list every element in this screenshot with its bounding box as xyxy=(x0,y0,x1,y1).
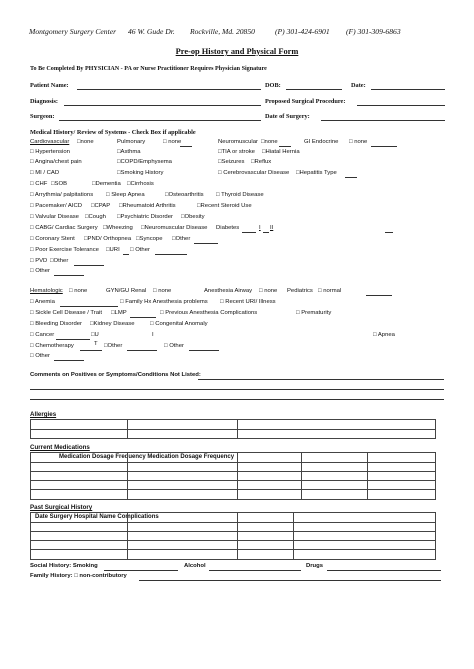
t-marker: T xyxy=(94,341,98,347)
cough-checkbox[interactable]: □Cough xyxy=(85,214,106,220)
current-meds-label: Current Medications xyxy=(30,444,90,451)
cpap-checkbox[interactable]: □CPAP xyxy=(91,203,111,209)
cancer-field[interactable] xyxy=(56,339,90,340)
pnd-checkbox[interactable]: □PND/ Orthopnea xyxy=(84,236,132,242)
exercise-tolerance-checkbox[interactable]: □ Poor Exercise Tolerance xyxy=(30,247,99,253)
lmp-field[interactable] xyxy=(130,317,156,318)
heme-none-checkbox[interactable]: □ none xyxy=(69,288,88,294)
procedure-field[interactable] xyxy=(357,105,445,106)
past-surgical-table[interactable] xyxy=(30,512,436,560)
family-anesthesia-checkbox[interactable]: □ Family Hx Anesthesia problems xyxy=(120,299,208,305)
diagnosis-field[interactable] xyxy=(64,105,261,106)
comments-label: Comments on Positives or Symptoms/Conditions Not Listed: xyxy=(30,372,201,378)
surgery-date-field[interactable] xyxy=(321,120,445,121)
prev-anesthesia-checkbox[interactable]: □ Previous Anesthesia Complications xyxy=(160,310,258,316)
patient-name-label: Patient Name: xyxy=(30,82,69,89)
surgeon-label: Surgeon: xyxy=(30,113,55,120)
gi-endocrine-label: GI Endocrine xyxy=(304,139,339,145)
tia-checkbox[interactable]: □TIA or stroke xyxy=(218,149,255,155)
u-checkbox[interactable]: □U xyxy=(91,332,99,338)
diabetes-label: Diabetes xyxy=(216,225,240,231)
date-label: Date: xyxy=(351,82,366,89)
alcohol-field[interactable] xyxy=(209,570,301,571)
diagnosis-label: Diagnosis: xyxy=(30,98,58,105)
kidney-disease-checkbox[interactable]: □Kidney Disease xyxy=(90,321,135,327)
gyn-none-checkbox[interactable]: □ none xyxy=(153,288,172,294)
form-subtitle: To Be Completed By PHYSICIAN - PA or Nurse Practitioner Requires Physician Signature xyxy=(30,66,267,72)
hiatal-hernia-checkbox[interactable]: □Hiatal Hernia xyxy=(262,149,300,155)
apnea-checkbox[interactable]: □ Apnea xyxy=(373,332,395,338)
other-checkbox-r13[interactable]: □ Other xyxy=(30,268,50,274)
mi-cad-checkbox[interactable]: □ MI / CAD xyxy=(30,170,60,176)
other-field-r11[interactable] xyxy=(155,254,187,255)
surgery-date-label: Date of Surgery: xyxy=(265,113,310,120)
family-history-field[interactable] xyxy=(139,580,441,581)
current-meds-table[interactable] xyxy=(30,452,436,500)
angina-checkbox[interactable]: □ Angina/chest pain xyxy=(30,159,82,165)
thyroid-checkbox[interactable]: □ Thyroid Disease xyxy=(216,192,264,198)
psychiatric-checkbox[interactable]: □Psychiatric Disorder xyxy=(117,214,173,220)
syncope-checkbox[interactable]: □Syncope xyxy=(136,236,163,242)
center-name: Montgomery Surgery Center xyxy=(29,27,117,36)
diabetes-type-1[interactable]: I xyxy=(259,225,261,231)
smoking-history-checkbox[interactable]: □Smoking History xyxy=(117,170,164,176)
prematurity-checkbox[interactable]: □ Prematurity xyxy=(296,310,332,316)
chemotherapy-checkbox[interactable]: □ Chemotherapy xyxy=(30,343,74,349)
diabetes-type-2[interactable]: II xyxy=(270,225,274,231)
comments-line-2[interactable] xyxy=(30,389,444,390)
family-history-label: Family History: □ non-contributory xyxy=(30,573,127,579)
pvd-checkbox[interactable]: □ PVD xyxy=(30,258,48,264)
dementia-checkbox[interactable]: □Dementia xyxy=(92,181,121,187)
cerebrovascular-checkbox[interactable]: □ Cerebrovascular Disease xyxy=(218,170,290,176)
other-field-heme-a[interactable] xyxy=(127,350,157,351)
sleep-apnea-checkbox[interactable]: □ Sleep Apnea xyxy=(106,192,145,198)
drugs-label: Drugs xyxy=(306,563,324,569)
smoking-field[interactable] xyxy=(104,570,178,571)
neuromuscular-label: Neuromuscular xyxy=(218,139,258,145)
procedure-label: Proposed Surgical Procedure: xyxy=(265,98,346,105)
center-address: 46 W. Gude Dr. xyxy=(128,27,175,36)
alcohol-label: Alcohol xyxy=(184,563,206,569)
wheezing-checkbox[interactable]: □Wheezing xyxy=(103,225,133,231)
hepatitis-checkbox[interactable]: □Hepatitis Type xyxy=(296,170,337,176)
surgeon-field[interactable] xyxy=(59,120,261,121)
steroid-checkbox[interactable]: □Recent Steroid Use xyxy=(197,203,252,209)
airway-label: Anesthesia Airway xyxy=(204,288,253,294)
cirrhosis-checkbox[interactable]: □Cirrhosis xyxy=(127,181,154,187)
gi-none-checkbox[interactable]: □ none xyxy=(349,139,368,145)
coronary-stent-checkbox[interactable]: □ Coronary Stent xyxy=(30,236,75,242)
cancer-checkbox[interactable]: □ Cancer xyxy=(30,332,55,338)
gyn-label: GYN/GU Renal xyxy=(106,288,147,294)
other-checkbox-r11[interactable]: □ Other xyxy=(130,247,150,253)
copd-checkbox[interactable]: □COPD/Emphysema xyxy=(117,159,172,165)
allergies-table[interactable] xyxy=(30,419,436,439)
center-city: Rockville, Md. 20850 xyxy=(190,27,255,36)
pulmonary-none-checkbox[interactable]: □ none xyxy=(163,139,182,145)
asthma-checkbox[interactable]: □Asthma xyxy=(117,149,141,155)
drugs-field[interactable] xyxy=(327,570,441,571)
pacemaker-checkbox[interactable]: □ Pacemaker/ AICD xyxy=(30,203,83,209)
hematologic-label: Hematologic xyxy=(30,288,63,294)
other-checkbox-r10[interactable]: □Other xyxy=(172,236,191,242)
allergies-label: Allergies xyxy=(30,411,57,418)
i-marker: I xyxy=(152,332,154,338)
dob-field[interactable] xyxy=(286,89,342,90)
ros-heading: Medical History/ Review of Systems - Check Box if applicable xyxy=(30,129,196,136)
neuromuscular-disease-checkbox[interactable]: □Neuromuscular Disease xyxy=(141,225,208,231)
reflux-checkbox[interactable]: □Reflux xyxy=(251,159,272,165)
cabg-checkbox[interactable]: □ CABG/ Cardiac Surgery xyxy=(30,225,98,231)
center-fax: (F) 301-309-6863 xyxy=(346,27,401,36)
other-field-r13[interactable] xyxy=(54,275,84,276)
anemia-checkbox[interactable]: □ Anemia xyxy=(30,299,55,305)
cardiovascular-label: Cardiovascular xyxy=(30,139,70,145)
date-field[interactable] xyxy=(371,89,445,90)
congenital-checkbox[interactable]: □ Congenital Anomaly xyxy=(150,321,208,327)
pediatrics-normal-checkbox[interactable]: □ normal xyxy=(318,288,342,294)
other-checkbox-heme-b[interactable]: □ Other xyxy=(164,343,184,349)
obesity-checkbox[interactable]: □Obesity xyxy=(181,214,205,220)
other-checkbox-heme-a[interactable]: □Other xyxy=(104,343,123,349)
other-field-heme-c[interactable] xyxy=(54,360,84,361)
patient-name-field[interactable] xyxy=(77,89,261,90)
airway-none-checkbox[interactable]: □ none xyxy=(259,288,278,294)
arrythmia-checkbox[interactable]: □ Arrythmia/ palpitations xyxy=(30,192,94,198)
osteoarthritis-checkbox[interactable]: □Osteoarthritis xyxy=(165,192,204,198)
current-meds-header: Medication Dosage Frequency Medication Dosage Frequency xyxy=(59,454,235,460)
hypertension-checkbox[interactable]: □ Hypertension xyxy=(30,149,70,155)
other-checkbox-heme-c[interactable]: □ Other xyxy=(30,353,50,359)
sickle-cell-checkbox[interactable]: □ Sickle Cell Disease / Trait xyxy=(30,310,102,316)
form-title: Pre-op History and Physical Form xyxy=(175,47,299,56)
social-history-label: Social History: Smoking xyxy=(30,563,98,569)
other-field-r10[interactable] xyxy=(194,243,218,244)
dob-label: DOB: xyxy=(265,82,281,89)
rheumatoid-checkbox[interactable]: □Rheumatoid Arthritis xyxy=(119,203,176,209)
other-field-heme-b[interactable] xyxy=(189,350,219,351)
pulmonary-label: Pulmonary xyxy=(117,139,146,145)
past-surgical-label: Past Surgical History xyxy=(30,504,93,511)
chf-checkbox[interactable]: □ CHF xyxy=(30,181,48,187)
other-checkbox-r12[interactable]: □Other xyxy=(50,258,69,264)
past-surgical-header: Date Surgery Hospital Name Complications xyxy=(35,514,159,520)
cardio-none-checkbox[interactable]: □none xyxy=(77,139,94,145)
valvular-checkbox[interactable]: □ Valvular Disease xyxy=(30,214,79,220)
other-field-r12[interactable] xyxy=(74,265,104,266)
pediatrics-label: Pediatrics xyxy=(287,288,313,294)
uri-checkbox[interactable]: □URI xyxy=(106,247,120,253)
comments-line-3[interactable] xyxy=(30,399,444,400)
seizures-checkbox[interactable]: □Seizures xyxy=(218,159,245,165)
sob-checkbox[interactable]: □SOB xyxy=(51,181,67,187)
hepatitis-type-field[interactable] xyxy=(345,177,357,178)
lmp-checkbox[interactable]: □LMP xyxy=(111,310,127,316)
neuro-none-checkbox[interactable]: □none xyxy=(261,139,278,145)
comments-line-1[interactable] xyxy=(198,379,444,380)
recent-uri-checkbox[interactable]: □ Recent URI/ Illness xyxy=(220,299,276,305)
bleeding-disorder-checkbox[interactable]: □ Bleeding Disorder xyxy=(30,321,83,327)
center-phone: (P) 301-424-6901 xyxy=(275,27,330,36)
